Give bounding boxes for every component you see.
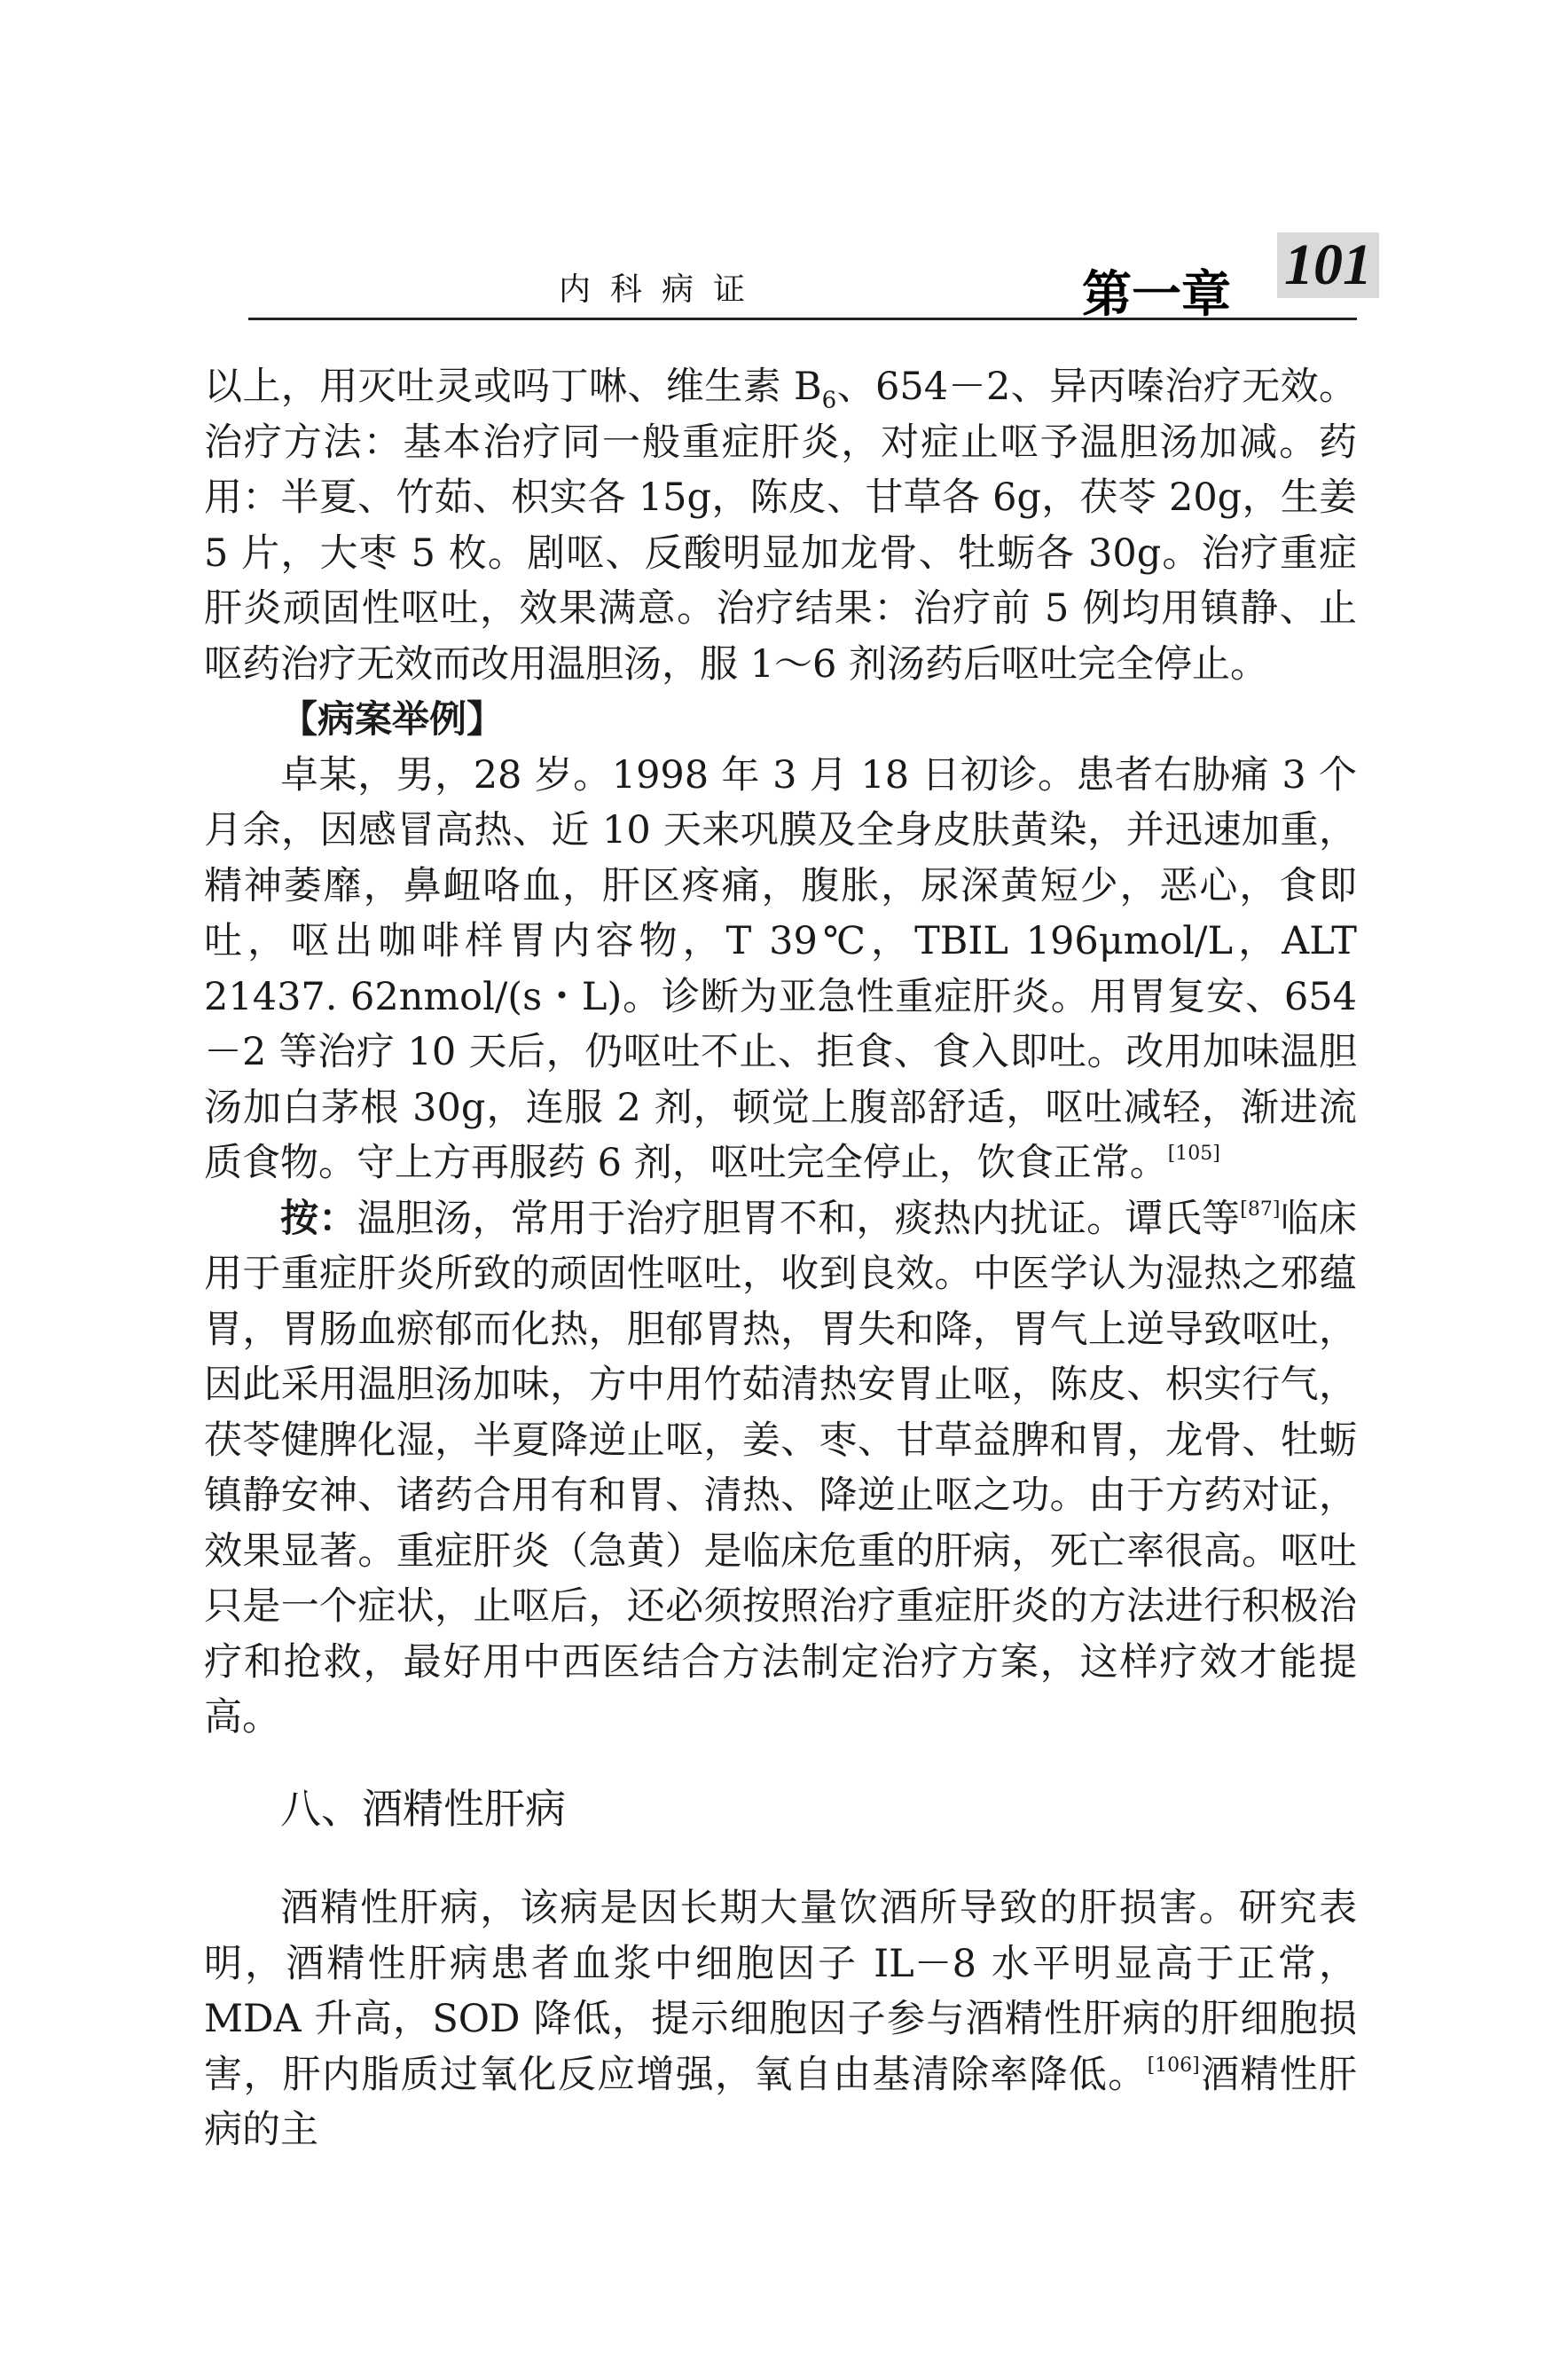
text-run: 卓某，男，28 岁。1998 年 3 月 18 日初诊。患者右胁痛 3 个月余，因感冒高热、近 10 天来巩膜及全身皮肤黄染，并迅速加重，精神萎靡，鼻衄咯血，肝区疼痛，腹胀，尿深黄短少，恶心，食即吐，呕出咖啡样胃内容物，T 39℃，TBIL 196μmol/L，ALT 21437. 62nmol/(s・L)。诊断为亚急性重症肝炎。用胃复安、654－2 等治疗 10 天后，仍呕吐不止、拒食、食入即吐。改用加味温胆汤加白茅根 30g，连服 2 剂，顿觉上腹部舒适，呕吐减轻，渐进流质食物。守上方再服药 6 剂，呕吐完全停止，饮食正常。 (204, 752, 1357, 1185)
citation-ref: [106] (1147, 2054, 1200, 2077)
subscript: 6 (821, 387, 837, 414)
text-run: 温胆汤，常用于治疗胆胃不和，痰热内扰证。谭氏等 (357, 1196, 1241, 1241)
text-run: 酒精性肝病，该病是因长期大量饮酒所导致的肝损害。研究表明，酒精性肝病患者血浆中细胞因子 IL－8 水平明显高于正常，MDA 升高，SOD 降低，提示细胞因子参与酒精性肝病的肝细胞损害，肝内脂质过氧化反应增强，氧自由基清除率降低。 (204, 1886, 1357, 2097)
paragraph-treatment (204, 359, 1357, 692)
chapter-label: 第一章 (1082, 266, 1231, 324)
case-example-heading: 【病案举例】 (280, 697, 505, 741)
note-label: 按： (280, 1196, 357, 1241)
paragraph-case (204, 748, 1357, 1191)
text-run: 、654－2、异丙嗪治疗无效。治疗方法：基本治疗同一般重症肝炎，对症止呕予温胆汤加减。药用：半夏、竹茹、枳实各 15g，陈皮、甘草各 6g，茯苓 20g，生姜 5 片，大枣 5 枚。剧呕、反酸明显加龙骨、牡蛎各 30g。治疗重症肝炎顽固性呕吐，效果满意。治疗结果：治疗前 5 例均用镇静、止呕药治疗无效而改用温胆汤，服 1～6 剂汤药后呕吐完全停止。 (204, 365, 1357, 687)
page-header (248, 232, 1372, 324)
page-body (204, 359, 1357, 2158)
section-title-header: 内科病证 (559, 271, 765, 308)
citation-ref: [87] (1240, 1198, 1281, 1221)
paragraph-note (204, 1191, 1357, 1746)
section-heading: 八、酒精性肝病 (280, 1784, 566, 1833)
text-run: 酒精性肝病的主 (204, 2052, 1358, 2152)
citation-ref: [105] (1167, 1143, 1220, 1165)
paragraph-alcoholic-liver (204, 1881, 1357, 2158)
text-run: 以上，用灭吐灵或吗丁啉、维生素 B (204, 365, 822, 409)
page-number: 101 (1277, 232, 1379, 298)
text-run: 临床用于重症肝炎所致的顽固性呕吐，收到良效。中医学认为湿热之邪蕴胃，胃肠血瘀郁而化热，胆郁胃热，胃失和降，胃气上逆导致呕吐，因此采用温胆汤加味，方中用竹茹清热安胃止呕，陈皮、枳实行气，茯苓健脾化湿，半夏降逆止呕，姜、枣、甘草益脾和胃，龙骨、牡蛎镇静安神、诸药合用有和胃、清热、降逆止呕之功。由于方药对证，效果显著。重症肝炎（急黄）是临床危重的肝病，死亡率很高。呕吐只是一个症状，止呕后，还必须按照治疗重症肝炎的方法进行积极治疗和抢救，最好用中西医结合方法制定治疗方案，这样疗效才能提高。 (204, 1196, 1358, 1740)
